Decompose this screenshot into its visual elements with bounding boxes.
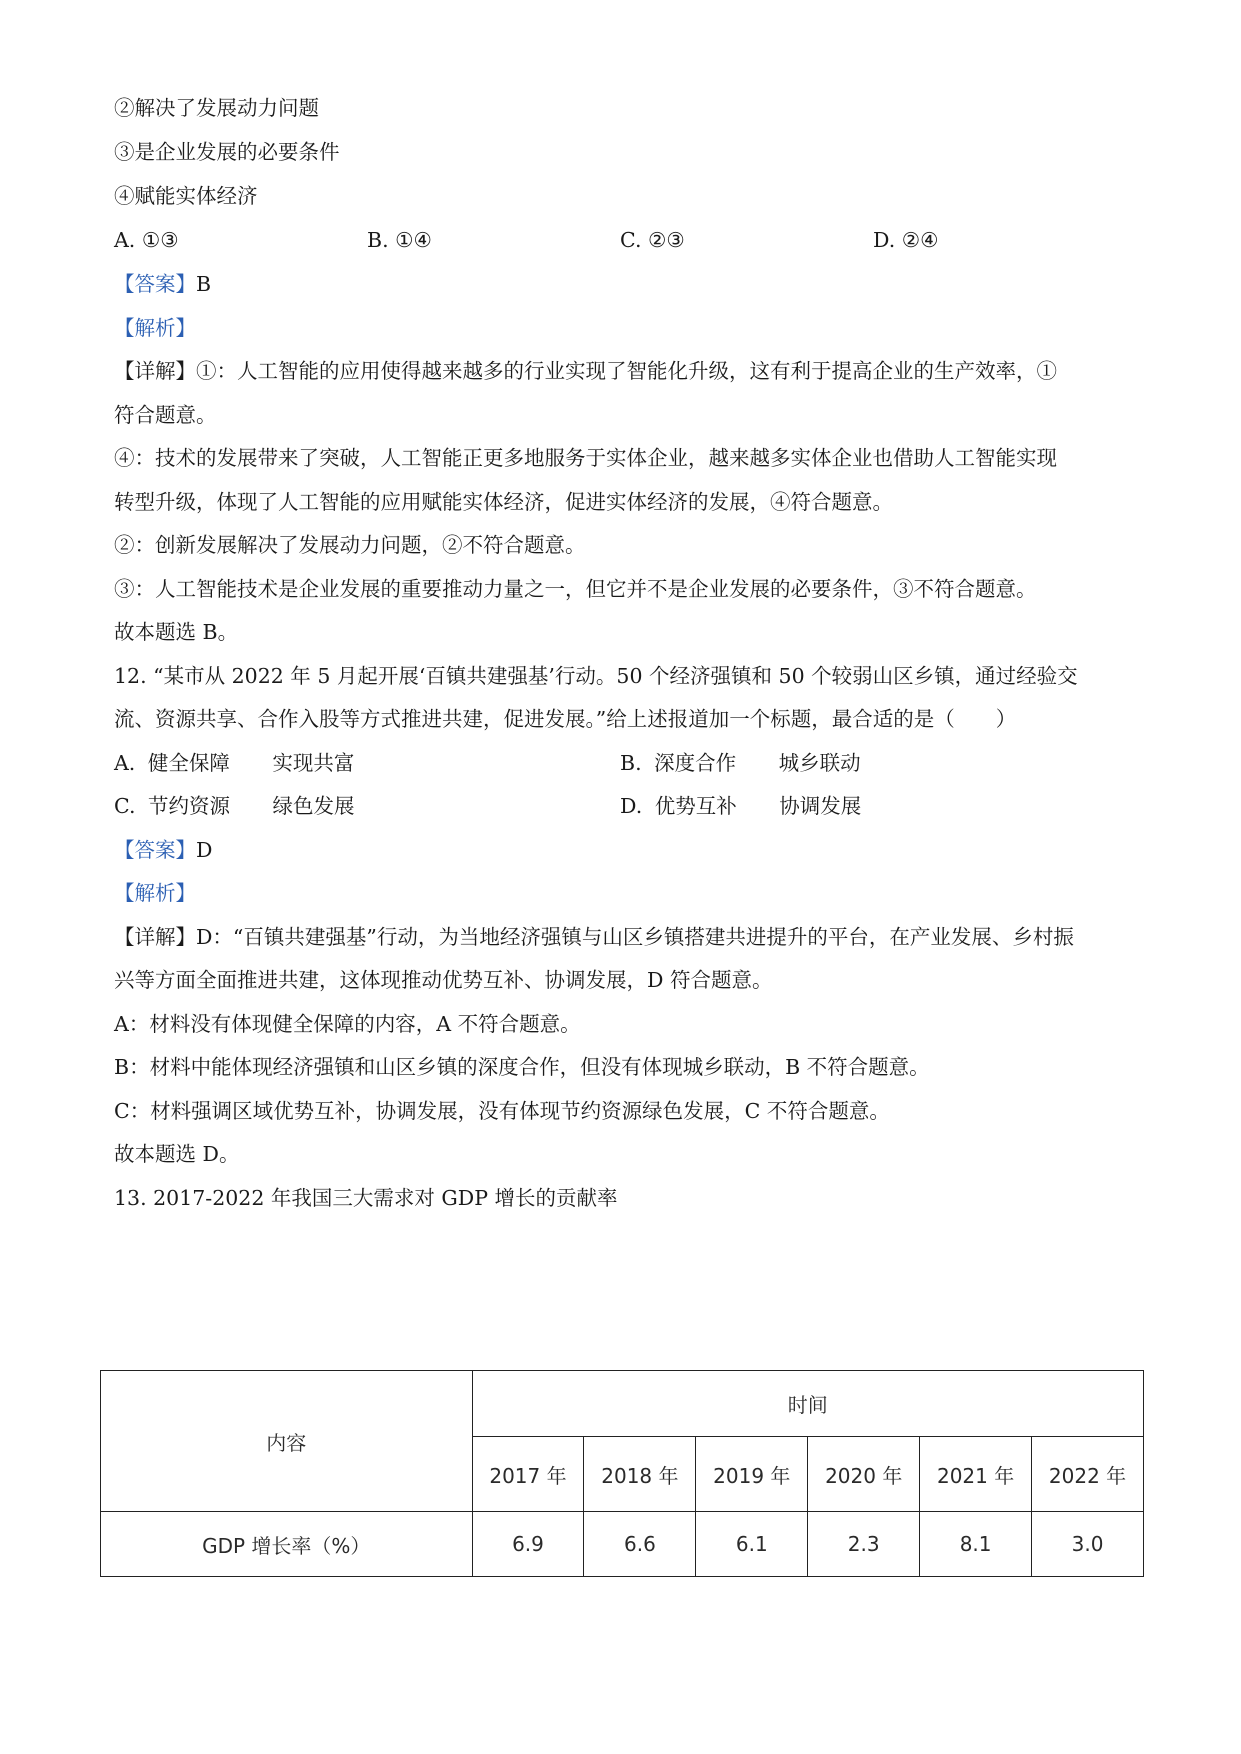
table-cell: 6.6 — [584, 1512, 696, 1577]
q11-statement-4: ④赋能实体经济 — [114, 184, 258, 208]
q11-detail-line-2: 符合题意。 — [114, 403, 217, 427]
q11-statement-3: ③是企业发展的必要条件 — [114, 140, 340, 164]
gdp-table — [100, 1370, 1144, 1577]
analysis-tag: 【解析】 — [114, 316, 196, 340]
q11-conclusion: 故本题选 B。 — [114, 620, 239, 644]
q11-detail-line-6: ③：人工智能技术是企业发展的重要推动力量之一，但它并不是企业发展的必要条件，③不符合题意。 — [114, 577, 1037, 601]
q11-detail-line-1 — [114, 357, 1057, 385]
q11-detail-line-3: ④：技术的发展带来了突破，人工智能正更多地服务于实体企业，越来越多实体企业也借助人工智能实现 — [114, 446, 1057, 470]
option-letter: B. — [620, 751, 642, 775]
row-label: GDP 增长率（%） — [101, 1512, 473, 1577]
table-cell: 8.1 — [920, 1512, 1032, 1577]
year-header: 2018 年 — [584, 1437, 696, 1512]
option-part-1: 深度合作 — [654, 751, 737, 775]
q13-title: 13. 2017-2022 年我国三大需求对 GDP 增长的贡献率 — [114, 1186, 618, 1210]
option-letter: A. — [114, 751, 136, 775]
year-header: 2019 年 — [696, 1437, 808, 1512]
q12-option-b — [620, 749, 861, 777]
q12-analysis-heading — [114, 879, 196, 907]
q12-stem-line-2: 流、资源共享、合作入股等方式推进共建，促进发展。”给上述报道加一个标题，最合适的是（ ） — [114, 707, 1017, 731]
q12-option-c — [114, 792, 355, 820]
detail-tag: 【详解】 — [114, 925, 196, 949]
option-part-1: 健全保障 — [147, 751, 230, 775]
q12-detail-line-5: C：材料强调区域优势互补，协调发展，没有体现节约资源绿色发展，C 不符合题意。 — [114, 1099, 890, 1123]
year-header: 2022 年 — [1032, 1437, 1144, 1512]
column-group-header: 时间 — [472, 1371, 1143, 1437]
year-header: 2020 年 — [808, 1437, 920, 1512]
q12-option-a — [114, 749, 354, 777]
q11-option-a: A. ①③ — [114, 228, 179, 252]
q12-stem-line-1: 12. “某市从 2022 年 5 月起开展‘百镇共建强基’行动。50 个经济强镇和 50 个较弱山区乡镇，通过经验交 — [114, 664, 1078, 688]
table-cell: 2.3 — [808, 1512, 920, 1577]
option-letter: C. — [114, 794, 136, 818]
q12-answer — [114, 836, 212, 864]
option-part-1: 节约资源 — [148, 794, 231, 818]
q11-detail-line-5: ②：创新发展解决了发展动力问题，②不符合题意。 — [114, 533, 586, 557]
q11-detail-line-4: 转型升级，体现了人工智能的应用赋能实体经济，促进实体经济的发展，④符合题意。 — [114, 490, 893, 514]
detail-tag: 【详解】 — [114, 359, 196, 383]
answer-value: D — [196, 838, 213, 862]
option-letter: D. — [620, 794, 643, 818]
answer-tag: 【答案】 — [114, 838, 196, 862]
year-header: 2021 年 — [920, 1437, 1032, 1512]
option-part-1: 优势互补 — [654, 794, 737, 818]
table-cell: 3.0 — [1032, 1512, 1144, 1577]
q12-detail-line-4: B：材料中能体现经济强镇和山区乡镇的深度合作，但没有体现城乡联动，B 不符合题意。 — [114, 1055, 930, 1079]
option-part-2: 城乡联动 — [778, 751, 861, 775]
answer-value: B — [196, 272, 212, 296]
table-cell: 6.9 — [472, 1512, 584, 1577]
q11-answer — [114, 270, 211, 298]
row-header-cell: 内容 — [101, 1371, 473, 1512]
q11-option-b: B. ①④ — [367, 228, 432, 252]
option-part-2: 实现共富 — [272, 751, 355, 775]
detail-text: D：“百镇共建强基”行动，为当地经济强镇与山区乡镇搭建共进提升的平台，在产业发展、乡村振 — [196, 925, 1074, 949]
option-part-2: 协调发展 — [779, 794, 862, 818]
q12-option-d — [620, 792, 861, 820]
q11-option-c: C. ②③ — [620, 228, 685, 252]
year-header: 2017 年 — [472, 1437, 584, 1512]
q11-analysis-heading — [114, 314, 196, 342]
q11-statement-2: ②解决了发展动力问题 — [114, 96, 319, 120]
answer-tag: 【答案】 — [114, 272, 196, 296]
q11-option-d: D. ②④ — [873, 228, 939, 252]
option-part-2: 绿色发展 — [272, 794, 355, 818]
q12-detail-line-1 — [114, 923, 1074, 951]
q12-conclusion: 故本题选 D。 — [114, 1142, 240, 1166]
table-cell: 6.1 — [696, 1512, 808, 1577]
q12-detail-line-2: 兴等方面全面推进共建，这体现推动优势互补、协调发展，D 符合题意。 — [114, 968, 773, 992]
detail-text: ①：人工智能的应用使得越来越多的行业实现了智能化升级，这有利于提高企业的生产效率，① — [196, 359, 1057, 383]
analysis-tag: 【解析】 — [114, 881, 196, 905]
q12-detail-line-3: A：材料没有体现健全保障的内容，A 不符合题意。 — [114, 1012, 581, 1036]
